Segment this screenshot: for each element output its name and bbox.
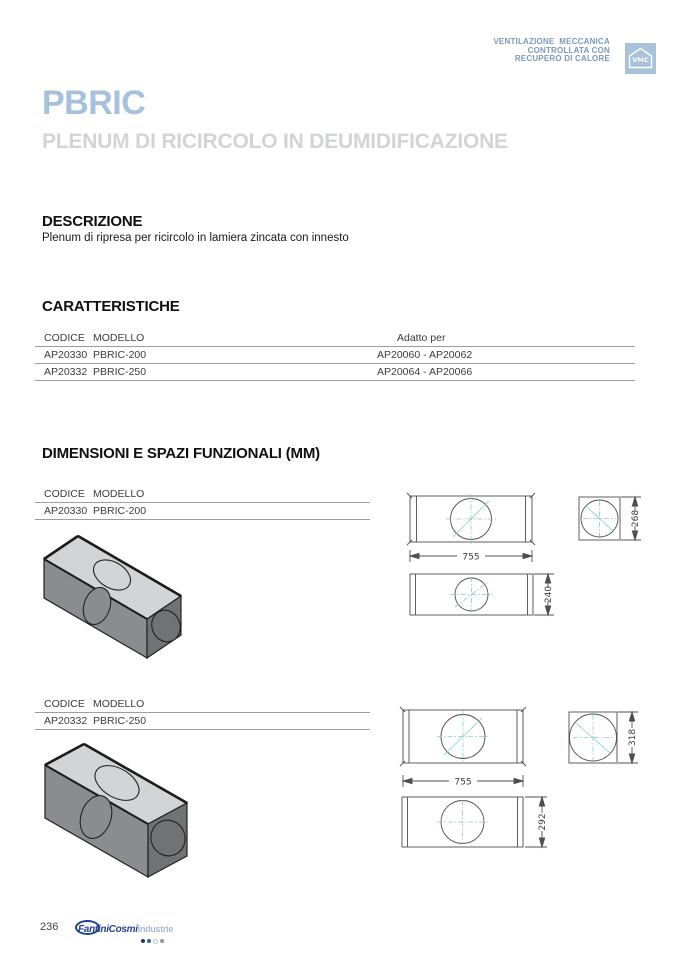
table-header-row xyxy=(35,330,635,347)
col-header-modello: MODELLO xyxy=(93,698,145,710)
table-row xyxy=(35,347,635,364)
dimension-label-depth: 292 xyxy=(538,813,548,831)
cell-modello: PBRIC-250 xyxy=(93,366,147,378)
cell-modello: PBRIC-200 xyxy=(93,505,147,517)
tagline-line: CONTROLLATA CON xyxy=(527,45,610,55)
logo-dot xyxy=(153,939,158,944)
cell-modello: PBRIC-250 xyxy=(93,715,147,727)
logo-sub-text: Industrie xyxy=(137,924,174,934)
model2-dimension-drawing xyxy=(395,700,655,855)
table-row xyxy=(35,503,370,520)
col-header-codice: CODICE xyxy=(44,698,85,710)
caratteristiche-table xyxy=(35,330,635,381)
vmc-tagline xyxy=(493,38,610,64)
logo-main-text: FantiniCosmi xyxy=(78,924,138,935)
page-number: 236 xyxy=(40,921,59,933)
table-header-row xyxy=(35,696,370,713)
col-header-codice: CODICE xyxy=(44,332,85,344)
table-row xyxy=(35,713,370,730)
cell-modello: PBRIC-200 xyxy=(93,349,147,361)
vmc-house-icon xyxy=(625,43,656,74)
table-row xyxy=(35,364,635,381)
page-title: PBRIC xyxy=(42,84,146,122)
col-header-codice: CODICE xyxy=(44,488,85,500)
col-header-adatto-per: Adatto per xyxy=(397,332,446,344)
descrizione-body: Plenum di ripresa per ricircolo in lamiera zincata con innesto xyxy=(42,232,349,244)
col-header-modello: MODELLO xyxy=(93,332,145,344)
tagline-line: RECUPERO DI CALORE xyxy=(514,54,610,64)
cell-codice: AP20330 xyxy=(44,505,88,517)
cell-codice: AP20330 xyxy=(44,349,88,361)
col-header-modello: MODELLO xyxy=(93,488,145,500)
page-subtitle: PLENUM DI RICIRCOLO IN DEUMIDIFICAZIONE xyxy=(42,130,508,153)
logo-dot xyxy=(141,939,145,943)
model1-table xyxy=(35,486,370,520)
logo-dot xyxy=(160,939,164,943)
dimension-label-length: 755 xyxy=(462,552,480,563)
tagline-line: VENTILAZIONE MECCANICA xyxy=(493,37,610,46)
model2-table xyxy=(35,696,370,730)
caratteristiche-heading: CARATTERISTICHE xyxy=(42,298,180,315)
dimension-label-depth: 240 xyxy=(544,585,554,604)
dimension-label-length: 755 xyxy=(454,777,472,788)
table-header-row xyxy=(35,486,370,503)
cell-codice: AP20332 xyxy=(44,715,88,727)
cell-adatto-per: AP20064 - AP20066 xyxy=(377,366,473,378)
dimensioni-heading: DIMENSIONI E SPAZI FUNZIONALI (MM) xyxy=(42,445,320,462)
dimension-label-height: 268 xyxy=(631,509,641,528)
logo-dots xyxy=(78,939,178,944)
fantini-cosmi-logo xyxy=(78,919,178,944)
model2-isometric-drawing xyxy=(38,740,248,895)
model1-dimension-drawing xyxy=(400,485,655,630)
dimension-label-height: 318 xyxy=(628,728,638,747)
model1-isometric-drawing xyxy=(38,530,228,670)
cell-adatto-per: AP20060 - AP20062 xyxy=(377,349,473,361)
logo-dot xyxy=(147,939,151,943)
vmc-badge-label: VMC xyxy=(632,56,649,64)
descrizione-heading: DESCRIZIONE xyxy=(42,213,143,230)
logo-oval-icon xyxy=(75,920,100,935)
cell-codice: AP20332 xyxy=(44,366,88,378)
